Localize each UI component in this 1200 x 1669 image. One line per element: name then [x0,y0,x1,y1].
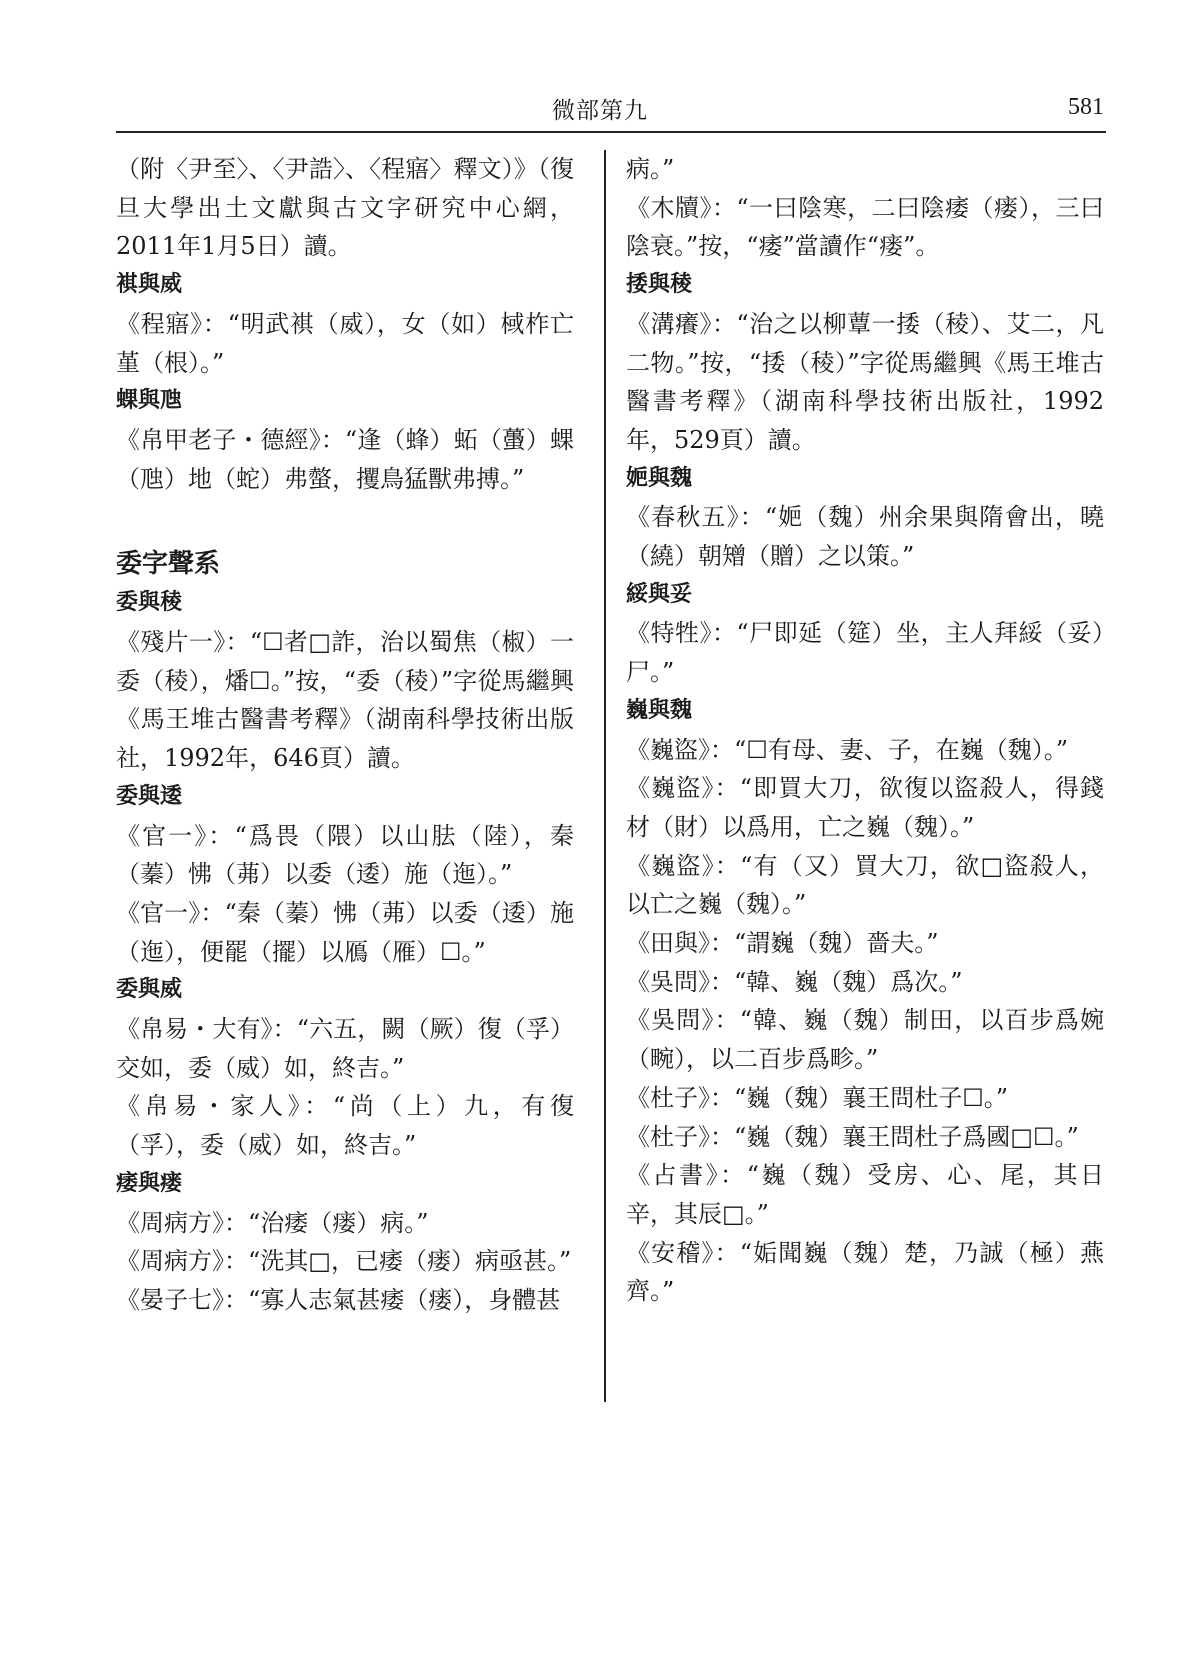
column-divider [604,150,606,1402]
paragraph: 《占書》：“巍（魏）受房、心、尾，其日辛，其辰□。” [626,1161,1104,1228]
page-header-title: 微部第九 [552,98,648,124]
paragraph: 《巍盜》：“有（又）買大刀，欲□盜殺人，以亡之巍（魏）。” [626,851,1104,919]
entry-heading: 褀與威 [116,272,183,298]
paragraph: 《官一》：“爲畏（隈）以山胠（陸），秦（蓁）怫（茀）以委（逶）施（迤）。” [116,821,574,889]
paragraph: 《木牘》：“一曰陰寒，二曰陰痿（瘘），三曰陰衰。”按，“痿”當讀作“瘘”。 [626,193,1104,261]
entry-heading: 蜾與虺 [116,388,183,414]
paragraph: 《春秋五》：“㛂（魏）州余果與隋會出，曉（繞）朝矰（贈）之以策。” [626,503,1104,571]
paragraph: 《官一》：“秦（蓁）怫（茀）以委（逶）施（迤），便罷（擺）以鴈（雁）☐。” [116,898,574,966]
header-rule [116,131,1106,133]
paragraph: 《杜子》：“巍（魏）襄王問杜子☐。” [626,1083,1009,1112]
left-column [116,150,574,1320]
entry-heading: 捼與稜 [626,272,693,298]
page-number: 581 [1068,94,1104,120]
paragraph: 《杜子》：“巍（魏）襄王問杜子爲國□☐。” [626,1122,1079,1151]
paragraph: 《程寤》：“明武褀（威），女（如）棫柞亡堇（根）。” [116,309,574,377]
entry-heading: 巍與魏 [626,697,693,723]
paragraph: 《溝癢》：“治之以柳蕈一捼（稜）、艾二，凡二物。”按，“捼（稜）”字從馬繼興《馬王堆古醫書考釋》（湖南科學技術出版社，1992年，529頁）讀。 [626,309,1104,454]
paragraph: 《安稽》：“姤聞巍（魏）楚，乃誠（極）燕齊。” [626,1238,1104,1306]
entry-heading: 綏與妥 [626,581,693,607]
paragraph: （附〈尹至〉、〈尹誥〉、〈程寤〉釋文）》（復旦大學出土文獻與古文字研究中心網，2011年1月5日）讀。 [116,155,574,261]
paragraph: 《晏子七》：“寡人志氣甚痿（瘘），身體甚 [116,1285,561,1314]
paragraph: 《帛易・家人》：“尚（上）九，有復（孚），委（威）如，終吉。” [116,1092,574,1160]
right-column [626,150,1104,1311]
paragraph: 《周病方》：“治痿（瘘）病。” [116,1208,429,1237]
paragraph: 《周病方》：“洗其□，已痿（瘘）病亟甚。” [116,1247,572,1276]
entry-heading: 委與稜 [116,590,183,616]
entry-heading: 委與逶 [116,783,183,809]
section-heading: 委字聲系 [116,549,221,580]
paragraph: 《帛甲老子・德經》：“逢（蜂）䖨（蠆）蜾（虺）地（蛇）弗螫，攫鳥猛獸弗搏。” [116,425,574,493]
paragraph: 《巍盜》：“即買大刀，欲復以盜殺人，得錢材（財）以爲用，亡之巍（魏）。” [626,774,1104,841]
paragraph: 病。” [626,155,675,183]
paragraph: 《田與》：“謂巍（魏）嗇夫。” [626,929,939,958]
paragraph: 《巍盜》：“☐有母、妻、子，在巍（魏）。” [626,735,1069,764]
entry-heading: 痿與瘘 [116,1170,183,1196]
paragraph: 《吳問》：“韓、巍（魏）爲次。” [626,967,963,996]
paragraph: 《特牲》：“尸即延（筵）坐，主人拜綏（妥）尸。” [626,619,1104,687]
paragraph: 《吳問》：“韓、巍（魏）制田，以百步爲婉（畹），以二百步爲畛。” [626,1006,1104,1074]
entry-heading: 㛂與魏 [626,465,693,491]
paragraph: 《帛易・大有》：“六五，闕（厥）復（孚）交如，委（威）如，終吉。” [116,1015,574,1082]
paragraph: 《殘片一》：“☐者□詐，治以蜀焦（椒）一委（稜），燔☐。”按，“委（稜）”字從馬繼興《馬王堆古醫書考釋》（湖南科學技術出版社，1992年，646頁）讀。 [116,628,574,773]
entry-heading: 委與威 [116,977,183,1003]
